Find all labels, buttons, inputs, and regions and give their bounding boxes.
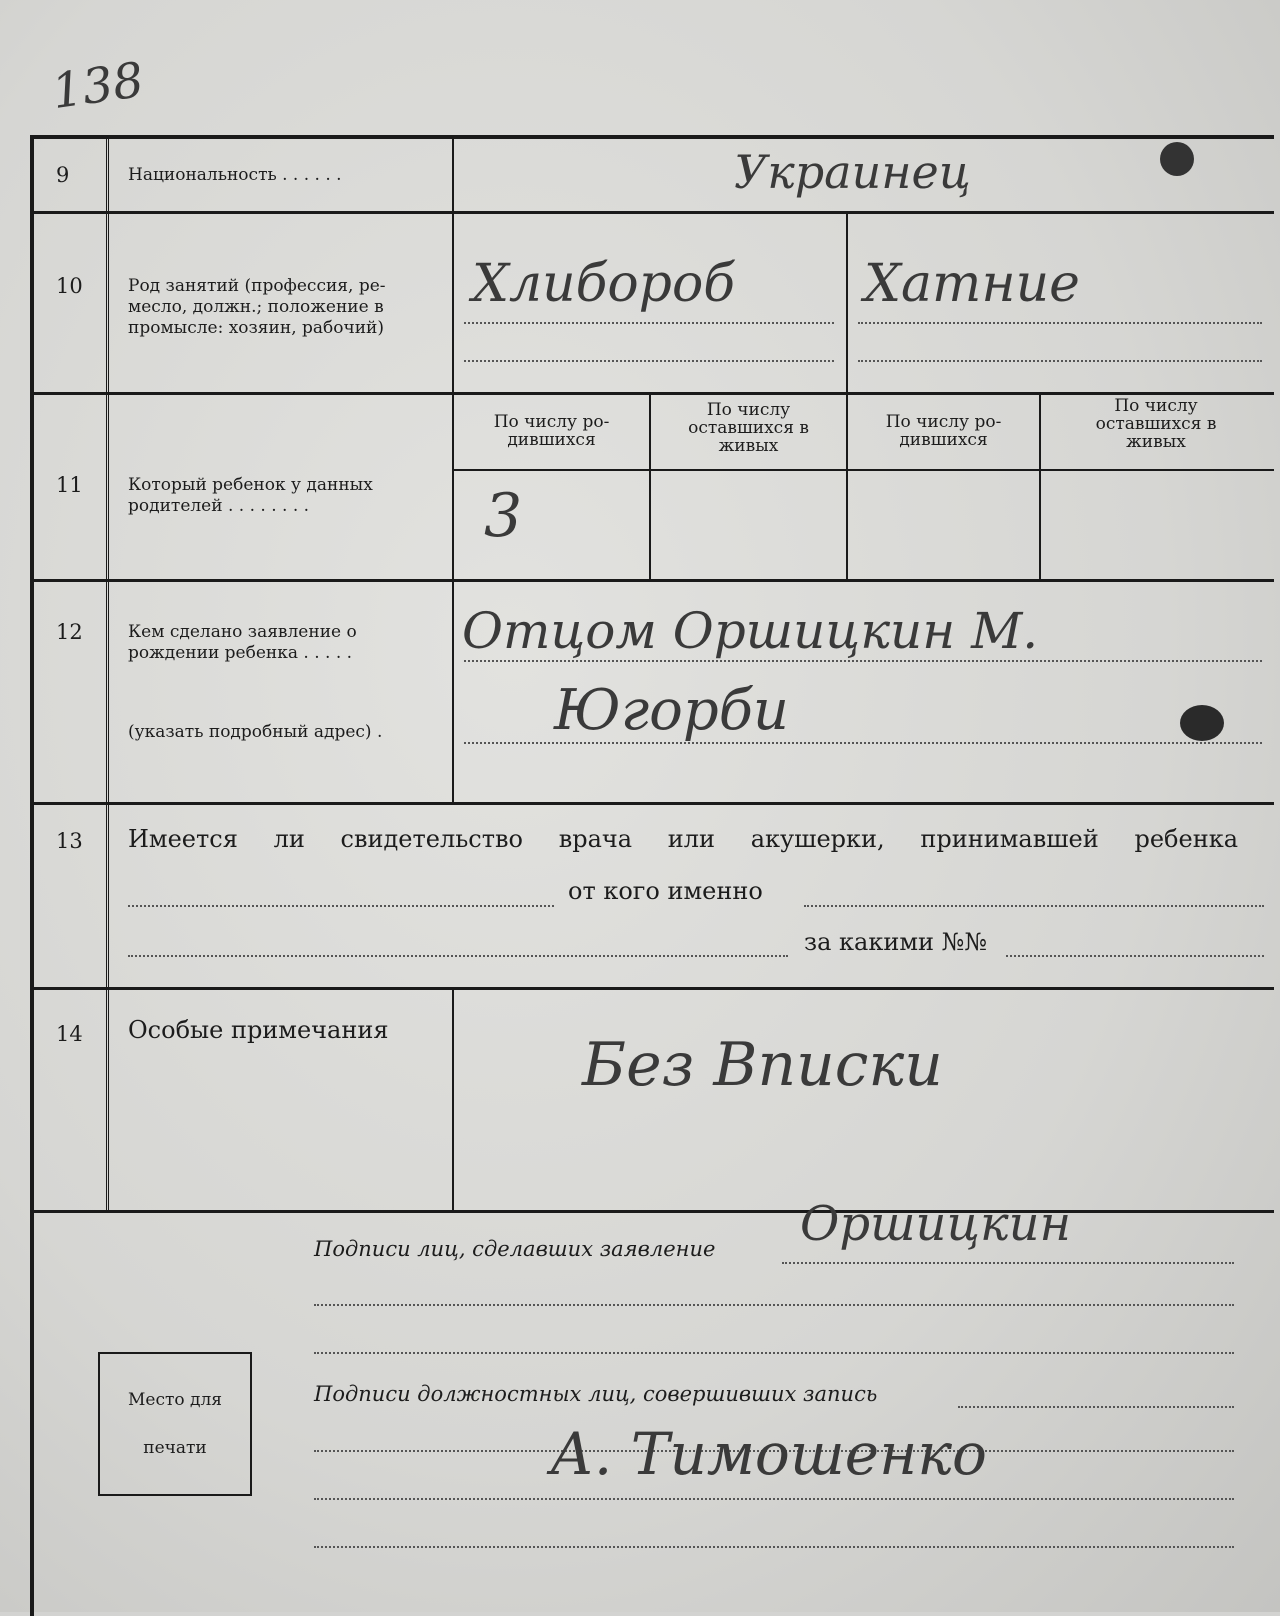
row-question: Имеется ли свидетельство врача или акушерки, принимавшей ребенка (128, 825, 1238, 853)
row-number: 9 (56, 163, 70, 187)
row-13 (34, 805, 1274, 990)
declarant-signature: Оршицкин (800, 1196, 1072, 1252)
handwritten-address: Югорби (554, 678, 789, 743)
row-label-line: Род занятий (профессия, ре- (128, 276, 386, 296)
row-label-line: рождении ребенка . . . . . (128, 643, 353, 663)
row-label-line: Кем сделано заявление о (128, 622, 357, 642)
handwritten-declarant: Отцом Оршицкин М. (462, 602, 1039, 660)
stamp-label: Место для (127, 1390, 223, 1410)
punch-hole (1160, 142, 1194, 176)
row-label-line: Который ребенок у данных (128, 475, 373, 495)
column-header: По числу оставшихся в живых (688, 400, 809, 456)
column-header: По числу ро- дившихся (493, 412, 610, 450)
address-label: (указать подробный адрес) . (128, 722, 383, 742)
row-number: 12 (56, 620, 83, 644)
official-signature: А. Тимошенко (550, 1420, 987, 1488)
row-number: 11 (56, 473, 83, 497)
row-number: 14 (56, 1022, 83, 1046)
row-number: 13 (56, 829, 83, 853)
from-whom-label: от кого именно (568, 877, 763, 905)
row-12 (34, 582, 1274, 805)
row-14 (34, 990, 1274, 1213)
handwritten-remarks: Без Вписки (582, 1030, 943, 1100)
handwritten-occupation-mother: Хатние (864, 254, 1080, 314)
row-9 (34, 139, 1274, 214)
stamp-place-box (98, 1352, 252, 1496)
officials-signature-label: Подписи должностных лиц, совершивших запись (314, 1382, 878, 1406)
punch-hole (1180, 705, 1224, 741)
numbers-label: за какими №№ (804, 928, 988, 956)
handwritten-nationality: Украинец (734, 145, 971, 199)
handwritten-child-number: 3 (484, 481, 523, 551)
column-header: По числу ро- дившихся (885, 412, 1002, 450)
page-number: 138 (48, 51, 148, 121)
row-label: Национальность . . . . . . (128, 165, 342, 185)
row-label: Особые примечания (128, 1016, 389, 1044)
row-number: 10 (56, 274, 83, 298)
row-label-line: промысле: хозяин, рабочий) (128, 318, 385, 338)
row-10 (34, 214, 1274, 395)
row-label-line: месло, должн.; положение в (128, 297, 384, 317)
row-label-line: родителей . . . . . . . . (128, 496, 310, 516)
declarants-signature-label: Подписи лиц, сделавших заявление (314, 1237, 716, 1261)
handwritten-occupation-father: Хлибороб (472, 254, 735, 314)
stamp-label: печати (143, 1438, 207, 1458)
column-header: По числу оставшихся в живых (1095, 396, 1217, 452)
row-11 (34, 395, 1274, 582)
